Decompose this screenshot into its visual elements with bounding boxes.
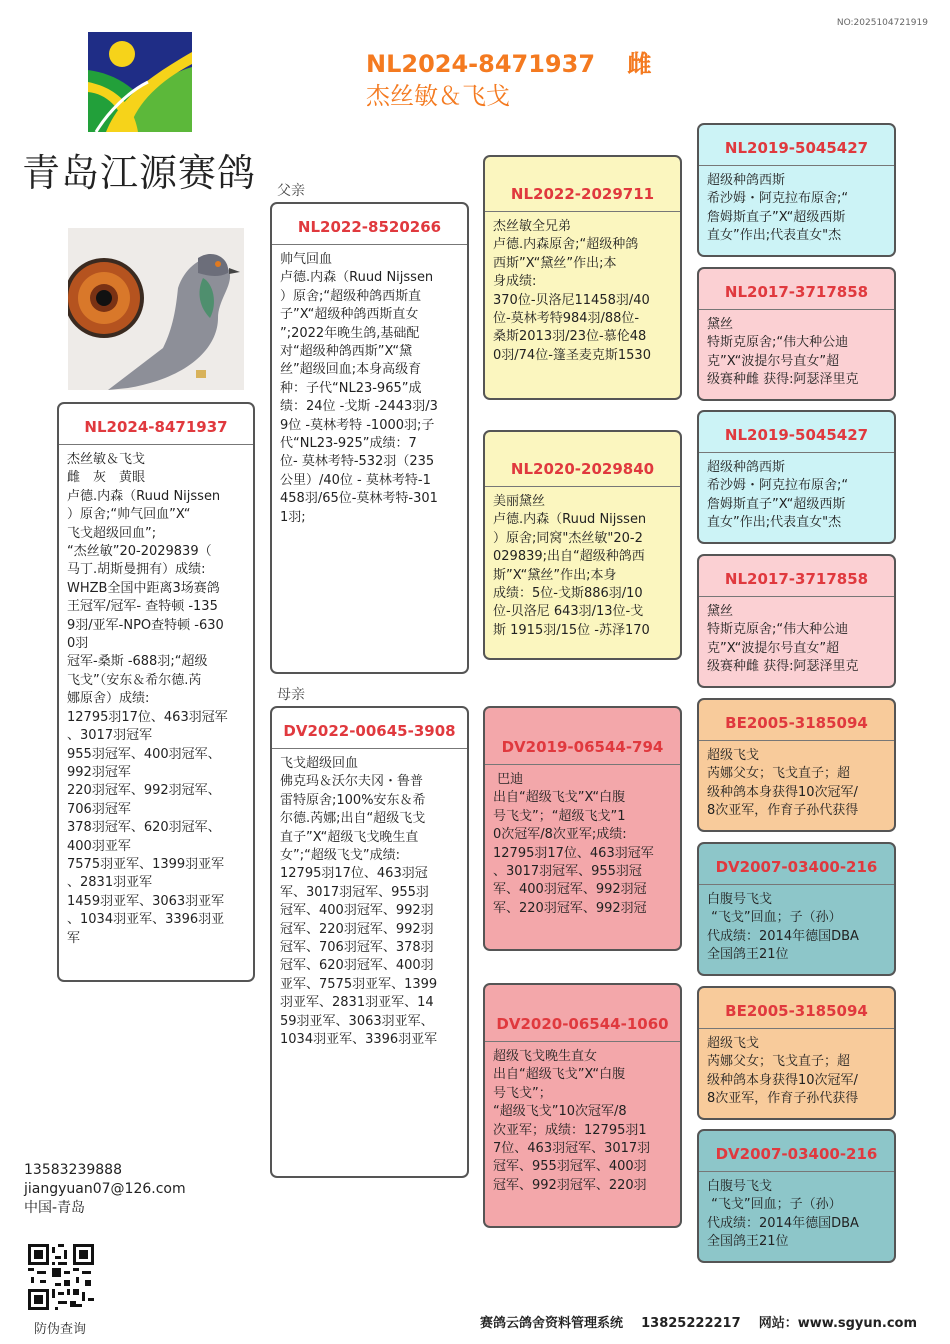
sire-description: 帅气回血 卢德.内森（Ruud Nijssen ）原舍;“超级种鸽西斯直 子”X“超级种鸽西斯直女 ”;2022年晚生鸽,基础配 对“超级种鸽西斯”X“黛 丝”超级回血;本身高级育 种：子代“NL23-965”成 绩：24位 -戈斯 -2443羽/3 9位 -莫林考特 -1000羽;子 代“NL23-925”成绩：7 位- 莫林考特-532羽（235 公里）/40位 - 莫林考特-1 458羽/65位-莫林考特-301 1羽;: [280, 252, 438, 525]
footer-phone: 13825222217: [641, 1316, 741, 1331]
great-grandparent-description: 超级种鸽西斯 希沙姆・阿克拉布原舍;“ 詹姆斯直子”X“超级西斯 直女”作出;代表直女"杰: [707, 460, 849, 531]
dam-dam-card: [483, 983, 682, 1228]
dam-dam-description: 超级飞戈晚生直女 出自“超级飞戈”X“白腹 号飞戈”； “超级飞戈”10次冠军/8 次亚军；成绩：12795羽1 7位、463羽冠军、3017羽 冠军、955羽冠军、400羽 冠军、992羽冠军、220羽: [493, 1049, 651, 1193]
ring-number: NL2024-8471937: [366, 50, 596, 78]
contact-block: [24, 1161, 186, 1218]
great-grandparent-ring: BE2005-3185094: [725, 714, 868, 732]
great-grandparent-card: [697, 698, 896, 832]
brand-name: 青岛江源赛鸽: [22, 151, 257, 195]
great-grandparent-ring: DV2007-03400-216: [715, 858, 878, 876]
page-title: [366, 44, 651, 79]
sire-ring: NL2022-8520266: [297, 218, 442, 236]
brand-logo: [88, 32, 192, 132]
footer-website[interactable]: www.sgyun.com: [797, 1316, 918, 1331]
qr-code[interactable]: [28, 1244, 94, 1310]
great-grandparent-description: 超级飞戈 芮娜父女；飞戈直子；超 级种鸽本身获得10次冠军/ 8次亚军，作育子孙代获得: [707, 748, 859, 819]
dam-sire-description: 巴迪 出自“超级飞戈”X“白腹 号飞戈”；“超级飞戈”1 0次冠军/8次亚军;成绩: 12795羽17位、463羽冠军 、3017羽冠军、955羽冠 军、400羽冠军、992羽冠 军、220羽冠军、992羽冠: [493, 772, 654, 916]
dam-sire-card: [483, 706, 682, 951]
great-grandparent-card: [697, 1129, 896, 1263]
pigeon-photo: [68, 228, 244, 390]
great-grandparent-description: 黛丝 特斯克原舍;“伟大种公迪 克”X“波提尔号直女”超 级赛种雌 获得:阿瑟泽里克: [707, 604, 859, 675]
great-grandparent-ring: NL2019-5045427: [724, 426, 869, 444]
great-grandparent-ring: NL2017-3717858: [724, 283, 869, 301]
subject-card: [57, 402, 255, 982]
contact-location: 中国-青岛: [24, 1200, 86, 1216]
sire-dam-ring: NL2020-2029840: [510, 460, 655, 478]
pigeon-name: 杰丝敏＆飞戈: [366, 82, 510, 110]
great-grandparent-card: [697, 554, 896, 688]
mother-label: 母亲: [277, 687, 305, 703]
great-grandparent-ring: NL2019-5045427: [724, 139, 869, 157]
contact-phone: 13583239888: [24, 1162, 122, 1178]
dam-ring: DV2022-00645-3908: [283, 722, 456, 740]
sire-dam-description: 美丽黛丝 卢德.内森（Ruud Nijssen ）原舍;同窝"杰丝敏"20-2 029839;出自“超级种鸽西 斯”X“黛丝”作出;本身 成绩：5位-戈斯886羽/10 位-贝洛尼 643羽/13位-戈 斯 1915羽/15位 -苏泽170: [493, 494, 650, 638]
document-number: NO:2025104721919: [836, 18, 928, 28]
great-grandparent-description: 超级飞戈 芮娜父女；飞戈直子；超 级种鸽本身获得10次冠军/ 8次亚军，作育子孙代获得: [707, 1036, 859, 1107]
footer: [480, 1312, 917, 1331]
great-grandparent-description: 黛丝 特斯克原舍;“伟大种公迪 克”X“波提尔号直女”超 级赛种雌 获得:阿瑟泽里克: [707, 317, 859, 388]
great-grandparent-card: [697, 123, 896, 257]
dam-sire-ring: DV2019-06544-794: [501, 738, 664, 756]
dam-description: 飞戈超级回血 佛克玛＆沃尔夫冈・鲁普 雷特原舍;100%安东＆希 尔德.芮娜;出自“超级飞戈 直子”X“超级飞戈晚生直 女”;“超级飞戈”成绩: 12795羽17位、463羽冠 军、3017羽冠军、955羽 冠军、400羽冠军、992羽 冠军、220羽冠军、992羽 冠军、706羽冠军、378羽 冠军、620羽冠军、400羽 亚军、7575羽亚军、1399 羽亚军、2831羽亚军、14 59羽亚军、3063羽亚军、 1034羽亚军、3396羽亚军: [280, 756, 438, 1048]
great-grandparent-card: [697, 986, 896, 1120]
subject-ring: NL2024-8471937: [84, 418, 228, 436]
great-grandparent-description: 白腹号飞戈 “飞戈”回血；子（孙） 代成绩：2014年德国DBA 全国鸽王21位: [707, 1179, 859, 1250]
dam-dam-ring: DV2020-06544-1060: [496, 1015, 669, 1033]
great-grandparent-ring: NL2017-3717858: [724, 570, 869, 588]
dam-card: [270, 706, 469, 1178]
great-grandparent-card: [697, 842, 896, 976]
contact-email: jiangyuan07@126.com: [24, 1181, 186, 1197]
great-grandparent-ring: DV2007-03400-216: [715, 1145, 878, 1163]
anti-fake-label: 防伪查询: [34, 1322, 87, 1337]
sire-dam-card: [483, 430, 682, 660]
subject-description: 杰丝敏＆飞戈 雌 灰 黄眼 卢德.内森（Ruud Nijssen ）原舍;“帅气回血”X“ 飞戈超级回血”; “杰丝敏”20-2029839（ 马丁.胡斯曼拥有）成绩: WHZB全国中距离3场赛鸽 王冠军/冠军- 查特顿 -135 9羽/亚军-NPO查特顿 -630 0羽 冠军-桑斯 -688羽;“超级 飞戈”（安东＆希尔德.芮 娜原舍）成绩: 12795羽17位、463羽冠军 、3017羽冠军 955羽冠军、400羽冠军、 992羽冠军 220羽冠军、992羽冠军、 706羽冠军 378羽冠军、620羽冠军、 400羽亚军 7575羽亚军、1399羽亚军 、2831羽亚军 1459羽亚军、3063羽亚军 、1034羽亚军、3396羽亚 军: [67, 452, 228, 946]
sire-sire-description: 杰丝敏全兄弟 卢德.内森原舍;“超级种鸽 西斯”X“黛丝”作出;本 身成绩: 370位-贝洛尼11458羽/40 位-莫林考特984羽/88位- 桑斯2013羽/23位-慕伦48 0羽/74位-篷圣麦克斯1530: [493, 219, 651, 363]
sex: 雌: [627, 50, 652, 78]
great-grandparent-description: 超级种鸽西斯 希沙姆・阿克拉布原舍;“ 詹姆斯直子”X“超级西斯 直女”作出;代表直女"杰: [707, 173, 849, 244]
great-grandparent-card: [697, 267, 896, 401]
sire-sire-card: [483, 155, 682, 400]
great-grandparent-ring: BE2005-3185094: [725, 1002, 868, 1020]
sire-sire-ring: NL2022-2029711: [510, 185, 655, 203]
footer-website-label: 网站：: [758, 1316, 798, 1331]
great-grandparent-description: 白腹号飞戈 “飞戈”回血；子（孙） 代成绩：2014年德国DBA 全国鸽王21位: [707, 892, 859, 963]
great-grandparent-card: [697, 410, 896, 544]
footer-system: 赛鸽云鸽舍资料管理系统: [480, 1316, 624, 1331]
father-label: 父亲: [277, 183, 305, 199]
sire-card: [270, 202, 469, 674]
